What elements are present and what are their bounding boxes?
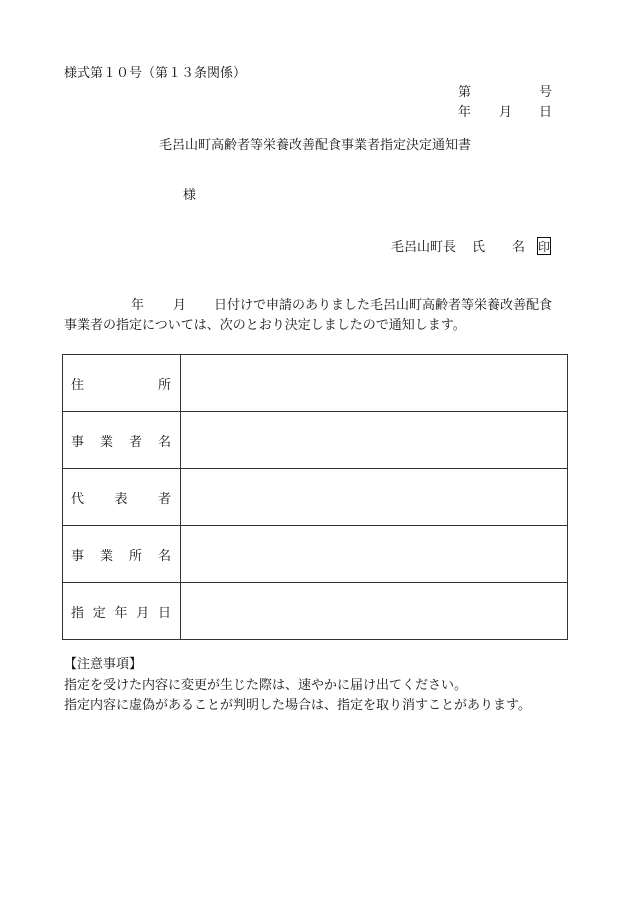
row-value-field[interactable] [181, 469, 568, 526]
row-label-char: 事 [71, 434, 85, 450]
seal-mark: 印 [537, 237, 551, 255]
row-label-char: 日 [157, 605, 171, 621]
table-row [63, 526, 568, 583]
body-month: 月 [173, 298, 187, 313]
row-label [63, 583, 181, 640]
row-label-char: 者 [157, 491, 171, 507]
row-label-char: 指 [71, 605, 85, 621]
row-label-char: 者 [128, 434, 142, 450]
row-label-char: 表 [114, 491, 128, 507]
body-line-2: 事業者の指定については、次のとおり決定しましたので通知します。 [64, 318, 466, 333]
row-label-char: 名 [157, 548, 171, 564]
row-label-char: 名 [157, 434, 171, 450]
form-number: 様式第１０号（第１３条関係） [64, 66, 247, 81]
table-row [63, 412, 568, 469]
row-label-char: 定 [92, 605, 106, 621]
row-value-field[interactable] [181, 526, 568, 583]
issue-number-suffix: 号 [539, 85, 553, 100]
body-year: 年 [131, 298, 145, 313]
table-row [63, 355, 568, 412]
table-row [63, 583, 568, 640]
row-label-char: 住 [71, 377, 85, 393]
row-label-char: 事 [71, 548, 85, 564]
issue-date-day: 日 [539, 105, 553, 120]
body-line-1-text: 日付けで申請のありました毛呂山町高齢者等栄養改善配食 [214, 298, 553, 313]
notes-title: 【注意事項】 [64, 657, 143, 672]
issue-date-month: 月 [499, 105, 513, 120]
row-label-char: 月 [136, 605, 150, 621]
row-label [63, 412, 181, 469]
recipient-suffix: 様 [183, 188, 197, 203]
row-label-char: 年 [114, 605, 128, 621]
issuer-name-label-2: 名 [512, 240, 526, 255]
row-label-char: 所 [128, 548, 142, 564]
business-info-table [62, 354, 568, 640]
issuer-title: 毛呂山町長 [391, 240, 457, 255]
row-label [63, 355, 181, 412]
document-title: 毛呂山町高齢者等栄養改善配食事業者指定決定通知書 [158, 138, 471, 153]
issue-number-prefix: 第 [458, 85, 472, 100]
issue-date-year: 年 [458, 105, 472, 120]
note-item: 指定内容に虚偽があることが判明した場合は、指定を取り消すことがあります。 [64, 698, 531, 713]
row-value-field[interactable] [181, 412, 568, 469]
row-label-char: 業 [99, 434, 113, 450]
row-label [63, 526, 181, 583]
note-item: 指定を受けた内容に変更が生じた際は、速やかに届け出てください。 [64, 678, 468, 693]
row-value-field[interactable] [181, 583, 568, 640]
row-value-field[interactable] [181, 355, 568, 412]
table-row [63, 469, 568, 526]
row-label-char: 所 [157, 377, 171, 393]
issuer-name-label-1: 氏 [472, 240, 486, 255]
row-label-char: 業 [99, 548, 113, 564]
row-label [63, 469, 181, 526]
row-label-char: 代 [71, 491, 85, 507]
